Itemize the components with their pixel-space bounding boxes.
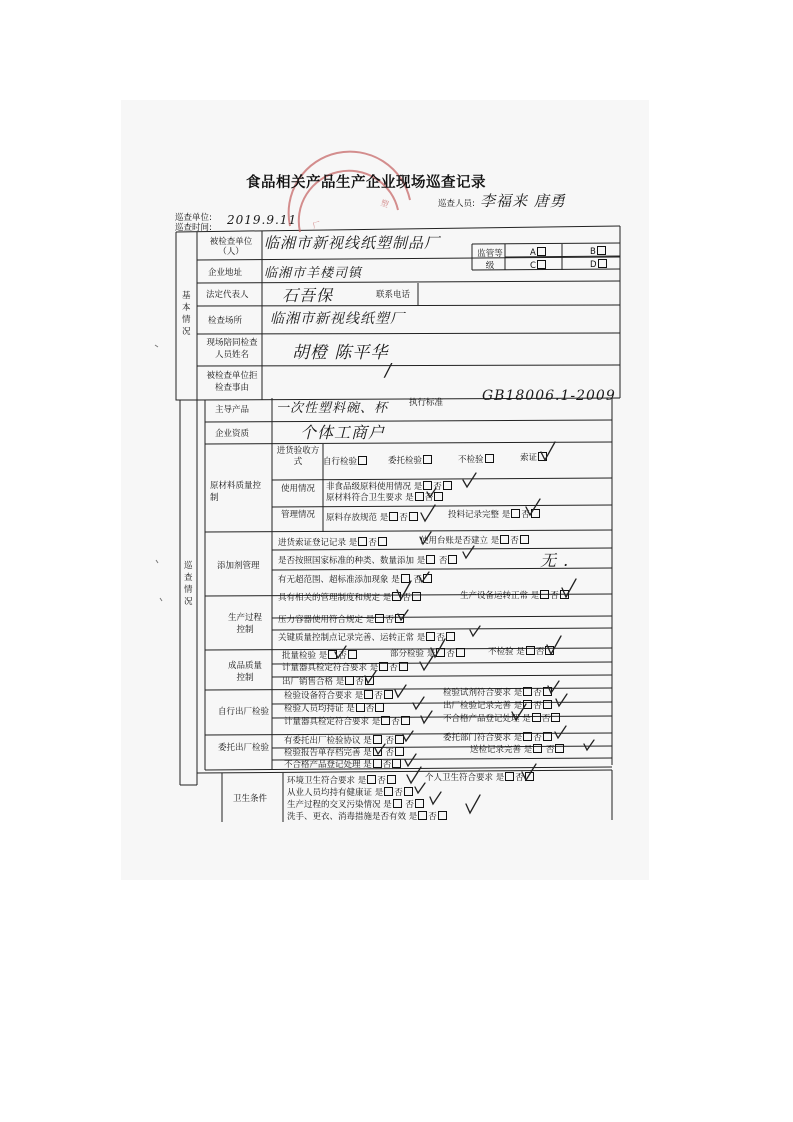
check-mark bbox=[375, 744, 385, 754]
check-mark bbox=[413, 697, 424, 709]
entrusted-unqualified: 不合格产品登记处理 是 否 bbox=[284, 759, 402, 770]
check-mark bbox=[421, 505, 435, 521]
refuse-label: 被检查单位拒检查事由 bbox=[206, 371, 258, 393]
check-mark bbox=[541, 442, 555, 460]
check-mark bbox=[420, 532, 431, 544]
hygiene-label: 卫生条件 bbox=[233, 794, 268, 804]
section-patrol-label: 巡查情况 bbox=[184, 561, 193, 607]
additive-label: 添加剂管理 bbox=[217, 561, 260, 571]
check-mark bbox=[395, 685, 406, 697]
check-mark bbox=[548, 681, 559, 693]
check-mark bbox=[365, 671, 376, 683]
legal-rep-label: 法定代表人 bbox=[206, 290, 249, 300]
address-value: 临湘市羊楼司镇 bbox=[264, 266, 363, 281]
grade-a: A bbox=[530, 247, 547, 258]
check-mark bbox=[431, 639, 445, 657]
process-label: 生产过程控制 bbox=[227, 613, 262, 635]
check-mark bbox=[420, 656, 433, 670]
site-value: 临湘市新视线纸塑厂 bbox=[270, 311, 405, 327]
finished-partial: 部分检验 是 否 bbox=[390, 648, 466, 659]
check-mark bbox=[526, 499, 540, 515]
time-value: 2019.9.11 bbox=[227, 213, 298, 227]
manage-line: 原料存放规范 是 否 bbox=[326, 512, 419, 523]
finished-certificate: 出厂销售合格 是 否 bbox=[282, 676, 375, 687]
check-mark bbox=[421, 711, 432, 723]
manage-label: 管理情况 bbox=[280, 510, 315, 520]
main-product-label: 主导产品 bbox=[215, 405, 250, 415]
hygiene-env: 环境卫生符合要求 是 否 bbox=[287, 775, 397, 786]
hygiene-health-cert: 从业人员均持有健康证 是 否 bbox=[287, 787, 414, 798]
entrusted-agreement: 有委托出厂检验协议 是 否 bbox=[284, 735, 405, 746]
inspected-unit-label: 被检查单位（人） bbox=[209, 237, 253, 257]
finished-meter: 计量器具检定符合要求 是 否 bbox=[282, 662, 409, 673]
finished-batch: 批量检验 是 否 bbox=[282, 650, 358, 661]
process-line3: 关键质量控制点记录完善、运转正常 是 否 bbox=[278, 632, 456, 643]
check-mark bbox=[398, 610, 408, 620]
self-test-staff: 检验人员均持证 是 否 bbox=[284, 703, 385, 714]
time-label: 巡查时间: bbox=[175, 223, 212, 233]
self-test-record: 出厂检验记录完善 是 否 bbox=[443, 700, 553, 711]
check-mark bbox=[397, 581, 411, 599]
refuse-value: / bbox=[385, 360, 393, 381]
grade-d: D bbox=[590, 259, 608, 270]
no-check-option: 不检验 bbox=[458, 454, 495, 465]
hygiene-cross: 生产过程的交叉污染情况 是 否 bbox=[287, 799, 425, 810]
self-test-reagent: 检验试剂符合要求 是 否 bbox=[443, 687, 553, 698]
process-line2: 压力容器使用符合规定 是 否 bbox=[278, 614, 405, 625]
entrusted-test-label: 委托出厂检验 bbox=[218, 743, 270, 753]
qualification-label: 企业资质 bbox=[215, 429, 250, 439]
additive-line1: 进货索证登记记录 是 否 bbox=[278, 537, 388, 548]
check-mark bbox=[562, 579, 576, 597]
process-line1: 具有相关的管理制度和规定 是 否 bbox=[278, 592, 422, 603]
check-mark bbox=[547, 636, 561, 654]
additive-line2: 是否按照国家标准的种类、数量添加 是 否 bbox=[278, 555, 458, 566]
standard-value: GB18006.1-2009 bbox=[482, 388, 616, 404]
check-mark bbox=[405, 754, 416, 766]
svg-text:塑: 塑 bbox=[379, 198, 390, 210]
grade-b: B bbox=[590, 246, 607, 257]
process-equipment: 生产设备运转正常 是 否 bbox=[460, 590, 570, 601]
companion-label: 现场陪同检查人员姓名 bbox=[206, 338, 258, 360]
self-test-equipment: 检验设备符合要求 是 否 bbox=[284, 690, 394, 701]
check-mark bbox=[403, 731, 413, 741]
additive-ledger: 使用台账是否建立 是 否 bbox=[420, 535, 530, 546]
self-check-option: 自行检验 bbox=[323, 456, 368, 467]
check-mark bbox=[556, 694, 567, 706]
svg-text:厂: 厂 bbox=[311, 219, 322, 231]
companion-value: 胡橙 陈平华 bbox=[292, 343, 389, 363]
section-basic-label: 基本情况 bbox=[182, 291, 191, 337]
hygiene-wash: 洗手、更衣、消毒措施是否有效 是 否 bbox=[287, 811, 448, 822]
check-mark bbox=[512, 704, 526, 720]
feed-record-line: 投料记录完整 是 否 bbox=[448, 509, 541, 520]
inspector-signature: 李福来 唐勇 bbox=[480, 192, 566, 210]
check-mark bbox=[584, 740, 594, 750]
page-title: 食品相关产品生产企业现场巡查记录 bbox=[246, 175, 486, 191]
certificate-option: 索证 bbox=[520, 452, 548, 463]
check-mark bbox=[407, 767, 421, 783]
qualification-value: 个体工商户 bbox=[300, 423, 386, 442]
entrusted-option: 委托检验 bbox=[388, 455, 433, 466]
additive-line3: 有无超范围、超标准添加现象 是 否 bbox=[278, 574, 433, 585]
check-mark bbox=[470, 626, 480, 636]
entrusted-dept: 委托部门符合要求 是 否 bbox=[443, 732, 553, 743]
standard-label: 执行标准 bbox=[409, 398, 444, 408]
entrusted-send: 送检记录完善 是 否 bbox=[470, 744, 565, 755]
entrusted-report: 检验报告单存档完善 是 否 bbox=[284, 747, 405, 758]
check-mark bbox=[415, 783, 425, 793]
hygiene-personal: 个人卫生符合要求 是 否 bbox=[425, 772, 535, 783]
self-test-unqualified: 不合格产品登记处理 是 否 bbox=[443, 713, 561, 724]
raw-material-label: 原材料质量控制 bbox=[210, 481, 262, 503]
inspected-unit-value: 临湘市新视线纸塑制品厂 bbox=[264, 234, 441, 252]
use-line2: 原材料符合卫生要求 是 否 bbox=[326, 492, 444, 503]
check-mark bbox=[430, 792, 441, 804]
check-mark bbox=[427, 488, 436, 497]
main-product-value: 一次性塑料碗、杯 bbox=[276, 401, 389, 416]
inspector-label: 巡查人员: bbox=[438, 199, 475, 209]
finished-none: 不检验 是 否 bbox=[488, 646, 555, 657]
check-mark bbox=[522, 764, 536, 780]
self-test-meter: 计量器具检定符合要求 是 否 bbox=[284, 716, 411, 727]
additive-note: 无 . bbox=[540, 551, 570, 570]
finished-label: 成品质量控制 bbox=[227, 661, 262, 683]
site-label: 检查场所 bbox=[208, 316, 243, 326]
check-mark bbox=[463, 473, 476, 487]
address-label: 企业地址 bbox=[208, 268, 243, 278]
use-line1: 非食品级原料使用情况 是 否 bbox=[326, 481, 453, 492]
intake-label: 进货验收方式 bbox=[276, 446, 320, 467]
check-mark bbox=[419, 572, 429, 582]
grade-c: C bbox=[530, 260, 547, 271]
use-label: 使用情况 bbox=[280, 484, 315, 494]
phone-label: 联系电话 bbox=[376, 290, 411, 300]
self-test-label: 自行出厂检验 bbox=[218, 707, 270, 717]
check-mark bbox=[463, 546, 474, 558]
unit-label: 巡查单位: bbox=[175, 213, 212, 223]
supervision-label: 监管等级 bbox=[477, 249, 503, 271]
check-mark bbox=[466, 795, 480, 813]
legal-rep-value: 石吾保 bbox=[282, 286, 334, 305]
check-mark bbox=[555, 726, 566, 738]
check-mark bbox=[335, 646, 346, 658]
